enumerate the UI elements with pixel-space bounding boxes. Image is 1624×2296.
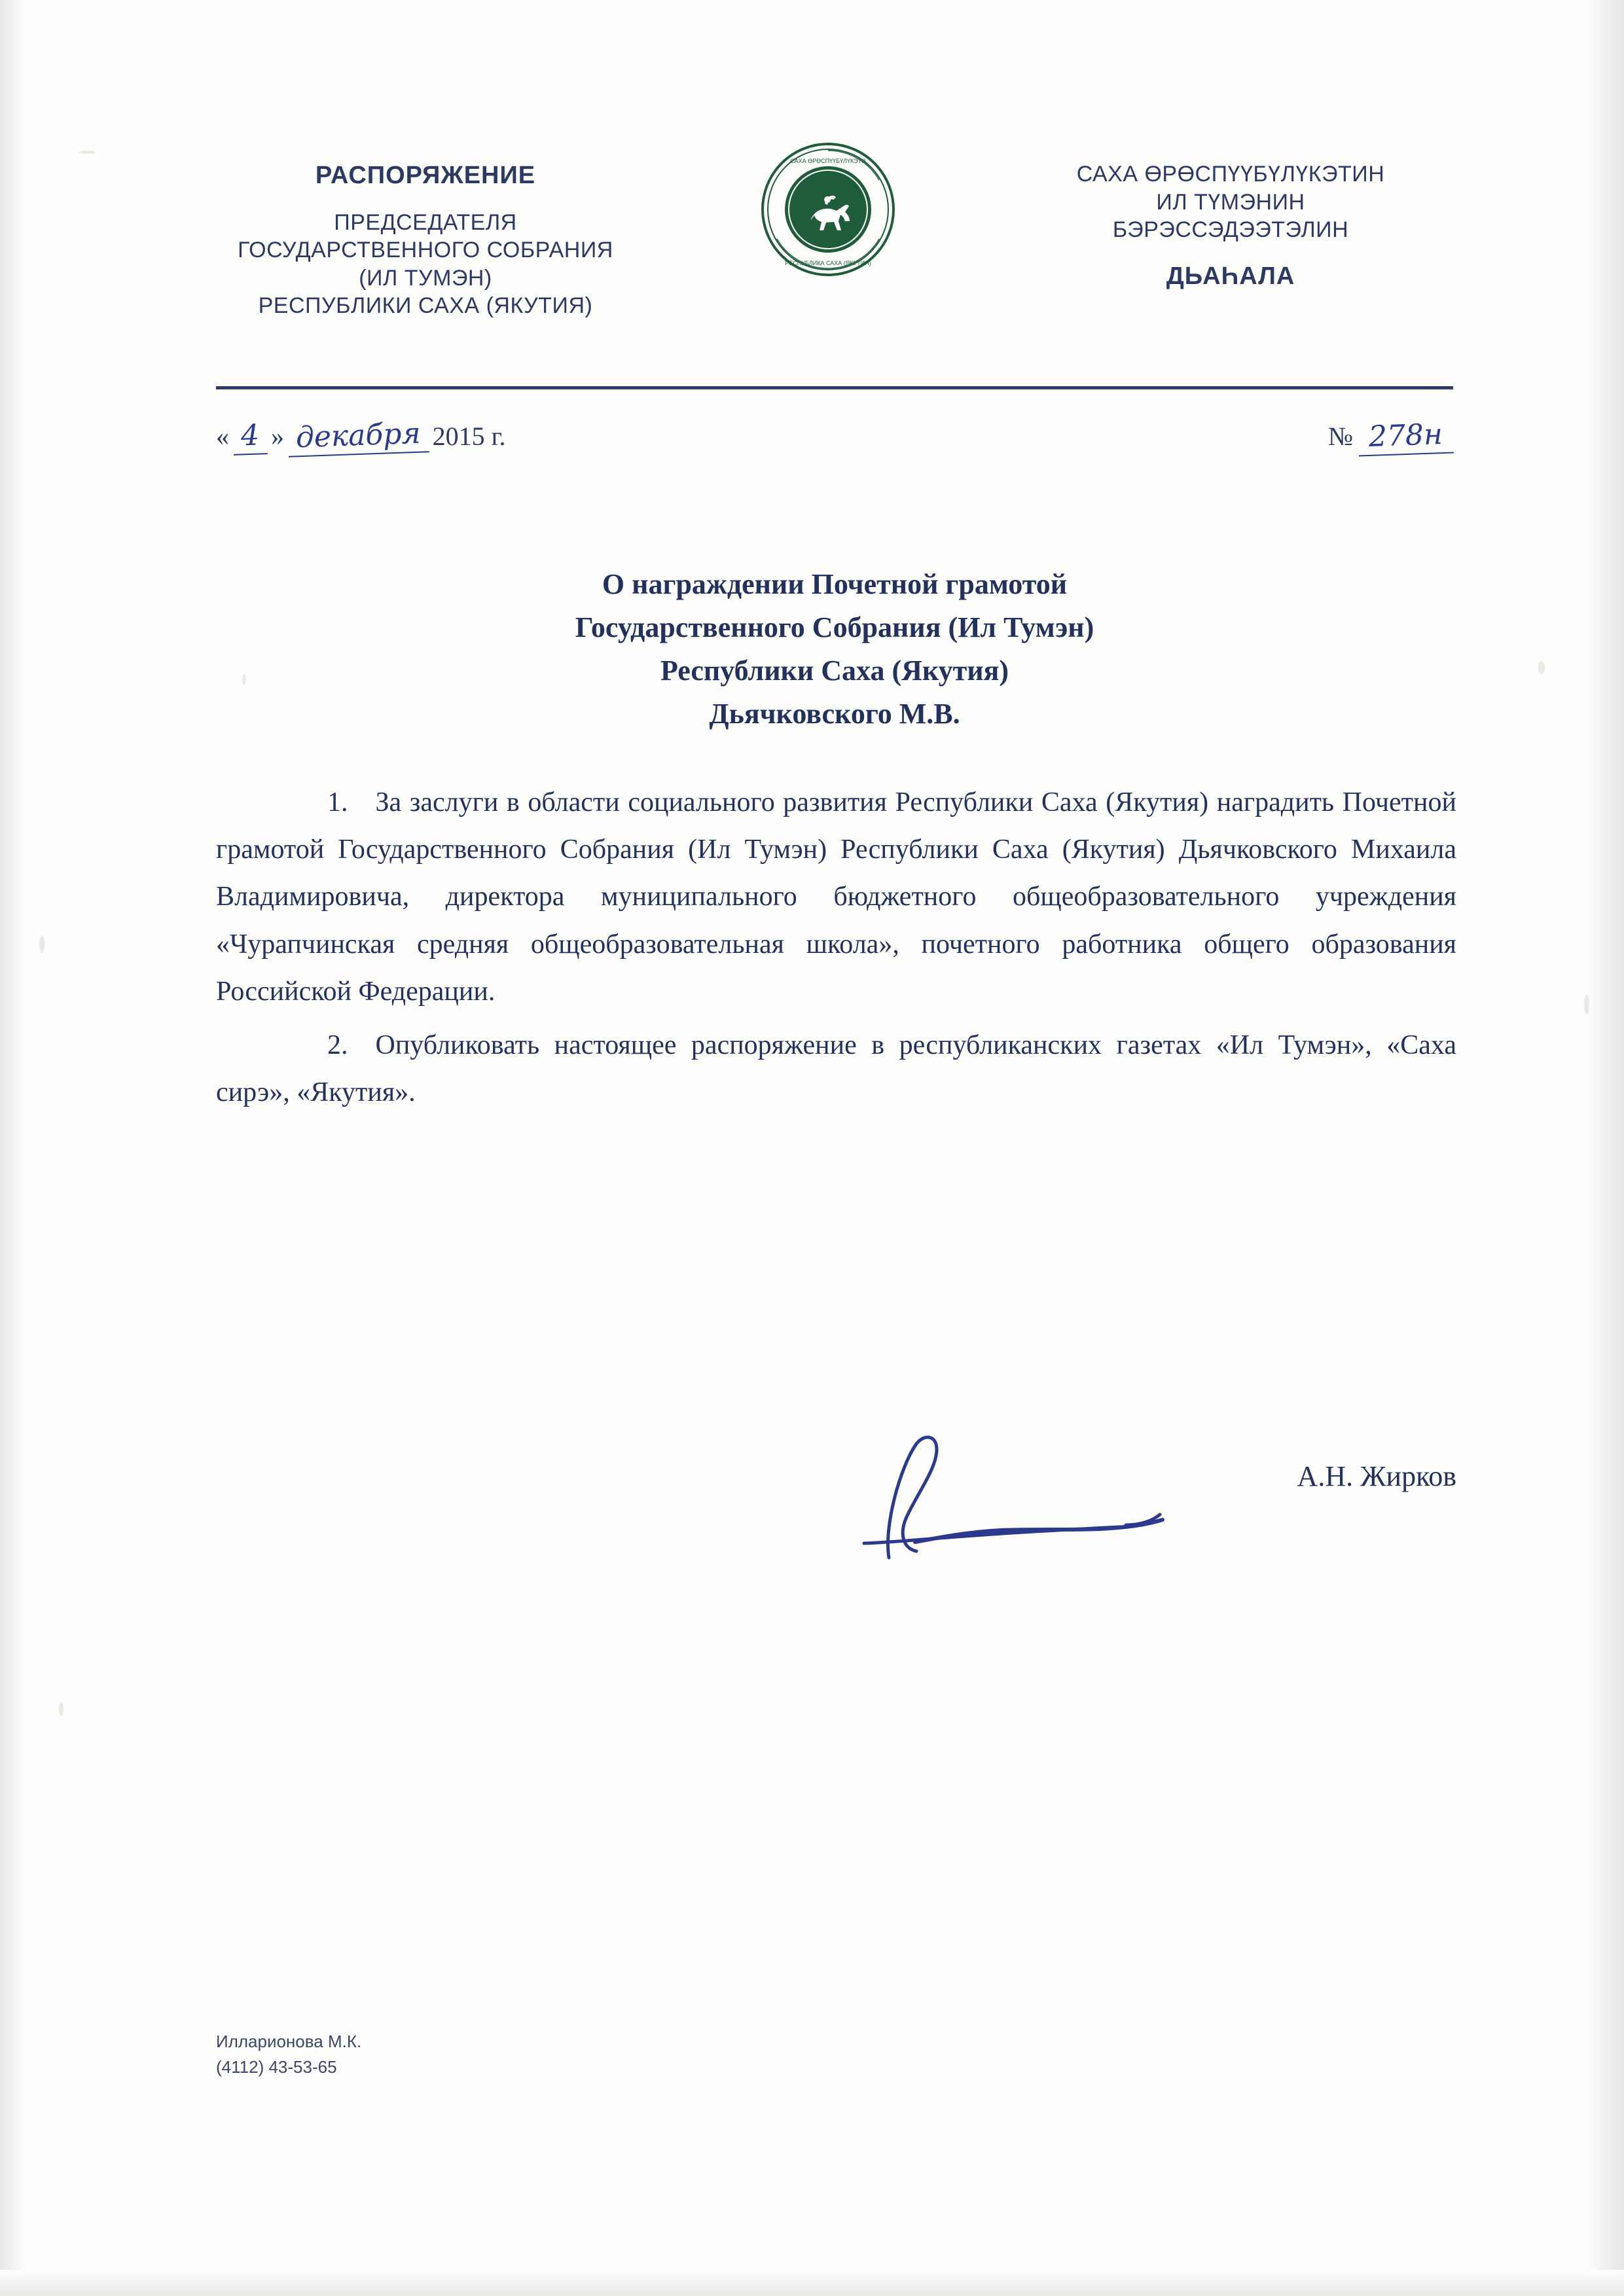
date-month-handwritten: декабря (287, 416, 429, 457)
letterhead-line5-ru: РЕСПУБЛИКИ САХА (ЯКУТИЯ) (258, 293, 593, 318)
scan-speck (1584, 995, 1589, 1014)
scan-speck (39, 936, 45, 953)
document-body (216, 779, 1456, 1123)
letterhead-line3-sah: БЭРЭССЭДЭЭТЭЛИН (1112, 217, 1349, 242)
letterhead-yakut (1001, 141, 1460, 292)
date-group (216, 416, 506, 455)
footer-contact-phone: (4112) 43-53-65 (216, 2057, 337, 2077)
header-divider (216, 386, 1453, 389)
title-line-2: Государственного Собрания (Ил Тумэн) (575, 611, 1094, 643)
letterhead-title-sah: ДЬАҺАЛА (1166, 262, 1295, 290)
letterhead (196, 141, 1460, 320)
scan-speck (79, 151, 96, 154)
date-and-number-line (216, 416, 1453, 455)
number-label: № (1327, 422, 1354, 451)
document-title (216, 563, 1453, 736)
scan-speck (59, 1702, 63, 1716)
title-line-3: Республики Саха (Якутия) (660, 655, 1009, 687)
scan-speck (1538, 661, 1545, 674)
letterhead-line2-ru: ПРЕДСЕДАТЕЛЯ (334, 209, 517, 235)
page-edge-bottom (0, 2270, 1624, 2296)
letterhead-line4-ru: (ИЛ ТУМЭН) (359, 265, 492, 291)
document-number-group (1328, 419, 1453, 455)
body-paragraph-1: 1. За заслуги в области социального развития Республики Саха (Якутия) наградить Почетной грамотой Государственного Собрания (Ил Тумэн) Республики Саха (Якутия) Дьячковского Михаила Владимировича, директора муниципального бюджетного общеобразовательного учреждения «Чурапчинская средняя общеобразовательная школа», почетного работника общего образования Российской Федерации. (216, 787, 1456, 1007)
page-edge-left (0, 0, 27, 2296)
letterhead-line2-sah: ИЛ ТҮМЭНИН (1156, 189, 1305, 215)
title-line-1: О награждении Почетной грамотой (602, 568, 1068, 600)
quote-open: « (216, 422, 229, 451)
page-edge-right (1586, 0, 1624, 2296)
emblem-container (749, 141, 907, 278)
svg-text:САХА ӨРӨСПҮҮБҮЛҮКЭТЭ: САХА ӨРӨСПҮҮБҮЛҮКЭТЭ (790, 158, 866, 164)
signature-block (216, 1460, 1456, 1493)
quote-close: » (271, 422, 284, 451)
svg-text:РЕСПУБЛИКА САХА (ЯКУТИЯ): РЕСПУБЛИКА САХА (ЯКУТИЯ) (785, 260, 871, 266)
letterhead-title-ru: РАСПОРЯЖЕНИЕ (315, 162, 536, 189)
letterhead-line1-sah: САХА ӨРӨСПҮҮБҮЛҮКЭТИН (1076, 162, 1385, 187)
letterhead-russian (196, 141, 655, 320)
document-number-handwritten: 278н (1358, 417, 1454, 456)
title-line-4: Дьячковского М.В. (709, 698, 960, 730)
handwritten-signature (838, 1427, 1244, 1577)
coat-of-arms-sakha-icon (759, 141, 897, 278)
document-footer (216, 2029, 361, 2080)
date-year: 2015 г. (432, 422, 506, 451)
body-paragraph-2: 2. Опубликовать настоящее распоряжение в республиканских газетах «Ил Тумэн», «Саха сирэ», «Якутия». (216, 1030, 1456, 1108)
footer-contact-name: Илларионова М.К. (216, 2032, 362, 2051)
signer-name: А.Н. Жирков (1297, 1460, 1456, 1492)
date-day-handwritten: 4 (232, 418, 268, 456)
letterhead-line3-ru: ГОСУДАРСТВЕННОГО СОБРАНИЯ (238, 238, 613, 262)
